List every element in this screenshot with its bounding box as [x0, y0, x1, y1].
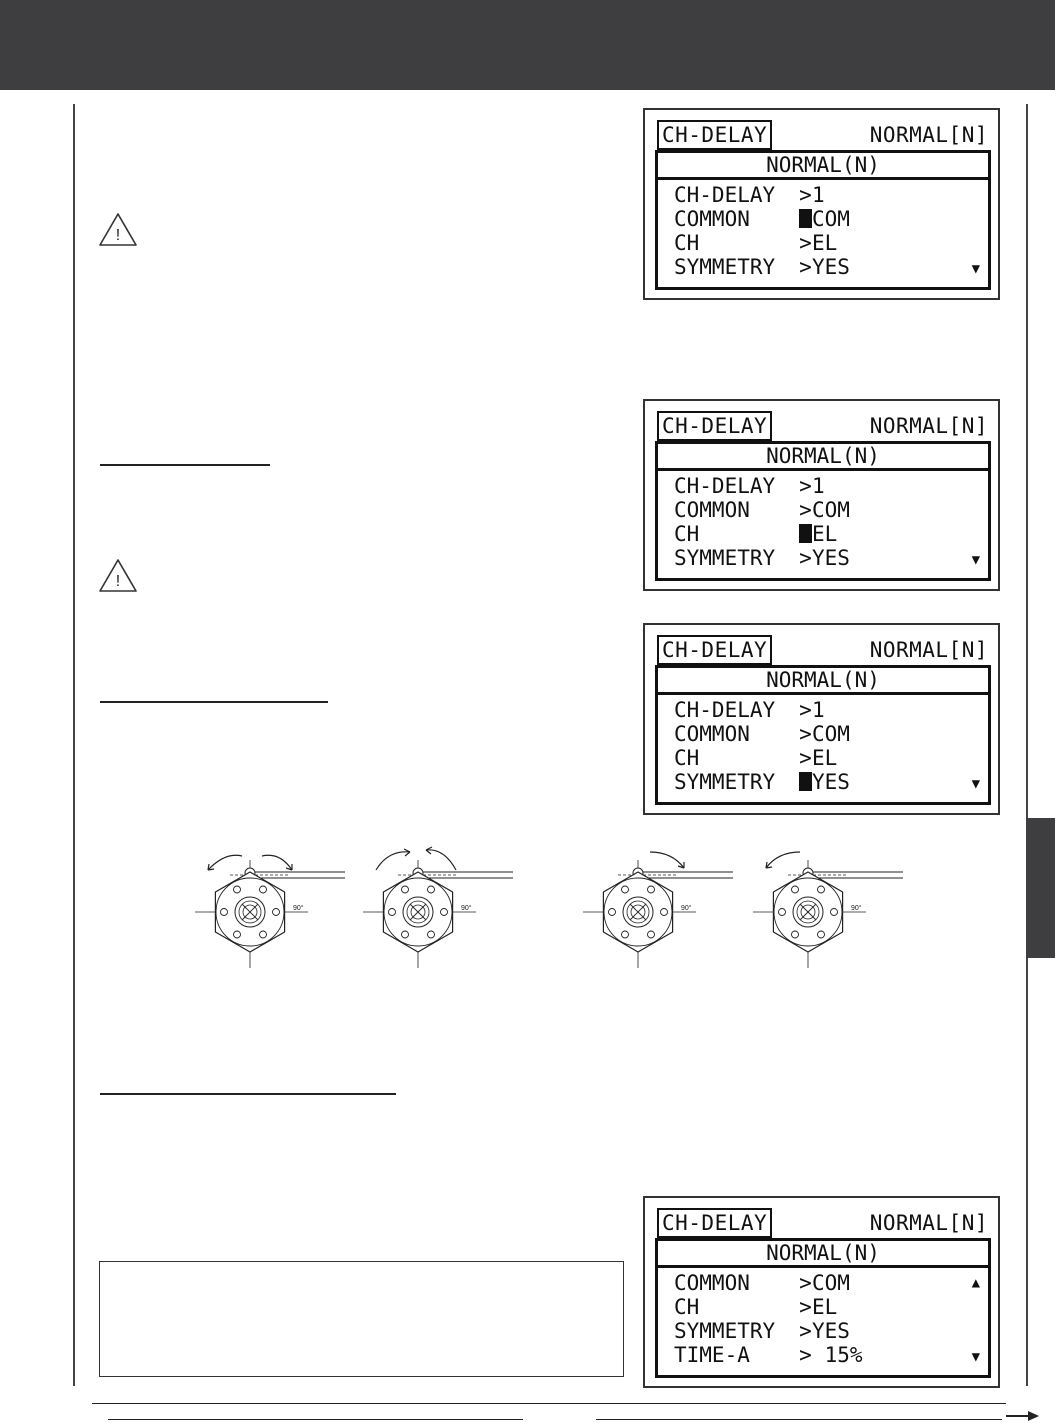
- setting-label: COMMON: [674, 722, 750, 746]
- setting-row: [674, 698, 850, 722]
- arrow-down-icon: ▼: [971, 776, 980, 792]
- setting-label: SYMMETRY: [674, 1319, 776, 1343]
- value-marker: >: [799, 498, 812, 522]
- heading-underline: [100, 701, 328, 703]
- warning-icon: [97, 557, 139, 595]
- setting-value: 1: [812, 698, 825, 722]
- setting-value: EL: [812, 1295, 838, 1319]
- setting-label: COMMON: [674, 498, 750, 522]
- setting-row: [674, 498, 850, 522]
- setting-rows: [674, 183, 850, 279]
- setting-label: CH-DELAY: [674, 474, 776, 498]
- setting-value: 15%: [812, 1343, 863, 1367]
- setting-label: SYMMETRY: [674, 770, 776, 794]
- servo-diagram-2: [348, 840, 518, 970]
- svg-text:!: !: [115, 227, 121, 244]
- setting-label: CH: [674, 231, 700, 255]
- note-box: [99, 1261, 624, 1377]
- screen-panel: [655, 665, 991, 805]
- setting-row: [674, 770, 850, 794]
- setting-label: SYMMETRY: [674, 255, 776, 279]
- setting-value: YES: [812, 255, 850, 279]
- lcd-screen: [643, 1196, 1000, 1388]
- arrow-down-icon: ▼: [971, 261, 980, 277]
- setting-rows: [674, 698, 850, 794]
- setting-label: COMMON: [674, 1271, 750, 1295]
- setting-label: TIME-A: [674, 1343, 750, 1367]
- svg-text:!: !: [115, 573, 121, 590]
- footer-rule: [108, 1419, 523, 1420]
- condition-bar: NORMAL(N): [658, 153, 988, 180]
- warning-icon: [97, 211, 139, 249]
- setting-row: [674, 722, 850, 746]
- angle-label: 90°: [461, 905, 472, 912]
- heading-underline: [100, 464, 270, 466]
- arrow-down-icon: ▼: [971, 552, 980, 568]
- screen-mode: NORMAL[N]: [869, 1211, 988, 1235]
- screen-title: CH-DELAY: [657, 1208, 772, 1238]
- value-marker: >: [799, 1271, 812, 1295]
- value-marker: >: [799, 1295, 812, 1319]
- setting-row: [674, 231, 850, 255]
- setting-value: 1: [812, 474, 825, 498]
- setting-label: CH-DELAY: [674, 698, 776, 722]
- screen-mode: NORMAL[N]: [869, 123, 988, 147]
- edit-cursor: [799, 772, 812, 791]
- value-marker: >: [799, 746, 812, 770]
- setting-row: [674, 183, 850, 207]
- lcd-screen: [643, 399, 1000, 591]
- setting-label: CH-DELAY: [674, 183, 776, 207]
- screen-panel: [655, 441, 991, 581]
- setting-value: YES: [812, 546, 850, 570]
- setting-value: COM: [812, 498, 850, 522]
- setting-label: CH: [674, 1295, 700, 1319]
- page-header-bar: [0, 0, 1055, 90]
- setting-value: COM: [812, 207, 850, 231]
- arrow-up-icon: ▲: [971, 1275, 980, 1291]
- angle-label: 90°: [851, 905, 862, 912]
- setting-row: [674, 1319, 863, 1343]
- arrow-right-icon: [1006, 1410, 1040, 1422]
- screen-title: CH-DELAY: [657, 635, 772, 665]
- setting-value: YES: [812, 770, 850, 794]
- setting-row: [674, 474, 850, 498]
- setting-row: [674, 746, 850, 770]
- angle-label: 90°: [681, 905, 692, 912]
- value-marker: >: [799, 722, 812, 746]
- value-marker: >: [799, 698, 812, 722]
- footer-rule: [596, 1419, 1002, 1420]
- edit-cursor: [799, 524, 812, 543]
- condition-bar: NORMAL(N): [658, 444, 988, 471]
- setting-rows: [674, 474, 850, 570]
- setting-label: COMMON: [674, 207, 750, 231]
- value-marker: >: [799, 1319, 812, 1343]
- right-margin-rule: [1026, 104, 1028, 1386]
- angle-label: 90°: [293, 905, 304, 912]
- section-tab: [1026, 818, 1055, 958]
- left-margin-rule: [73, 104, 75, 1386]
- condition-bar: NORMAL(N): [658, 1241, 988, 1268]
- setting-row: [674, 522, 850, 546]
- heading-underline: [100, 1093, 396, 1095]
- lcd-screen: [643, 108, 1000, 300]
- value-marker: >: [799, 255, 812, 279]
- screen-panel: [655, 150, 991, 290]
- setting-value: COM: [812, 722, 850, 746]
- setting-rows: [674, 1271, 863, 1367]
- setting-label: SYMMETRY: [674, 546, 776, 570]
- screen-panel: [655, 1238, 991, 1378]
- screen-title: CH-DELAY: [657, 120, 772, 150]
- screen-title: CH-DELAY: [657, 411, 772, 441]
- servo-diagram-4: [738, 840, 908, 970]
- value-marker: >: [799, 183, 812, 207]
- setting-value: 1: [812, 183, 825, 207]
- setting-label: CH: [674, 522, 700, 546]
- condition-bar: NORMAL(N): [658, 668, 988, 695]
- setting-value: COM: [812, 1271, 850, 1295]
- setting-label: CH: [674, 746, 700, 770]
- value-marker: >: [799, 474, 812, 498]
- setting-row: [674, 1343, 863, 1367]
- setting-row: [674, 546, 850, 570]
- setting-value: EL: [812, 522, 838, 546]
- screen-mode: NORMAL[N]: [869, 638, 988, 662]
- edit-cursor: [799, 209, 812, 228]
- footer-rule: [92, 1403, 1006, 1404]
- value-marker: >: [799, 1343, 812, 1367]
- arrow-down-icon: ▼: [971, 1349, 980, 1365]
- setting-row: [674, 207, 850, 231]
- servo-diagram-3: [568, 840, 738, 970]
- setting-value: YES: [812, 1319, 850, 1343]
- screen-mode: NORMAL[N]: [869, 414, 988, 438]
- setting-value: EL: [812, 231, 838, 255]
- setting-row: [674, 1271, 863, 1295]
- servo-diagram-1: [180, 840, 350, 970]
- value-marker: >: [799, 231, 812, 255]
- value-marker: >: [799, 546, 812, 570]
- lcd-screen: [643, 623, 1000, 815]
- setting-value: EL: [812, 746, 838, 770]
- setting-row: [674, 255, 850, 279]
- setting-row: [674, 1295, 863, 1319]
